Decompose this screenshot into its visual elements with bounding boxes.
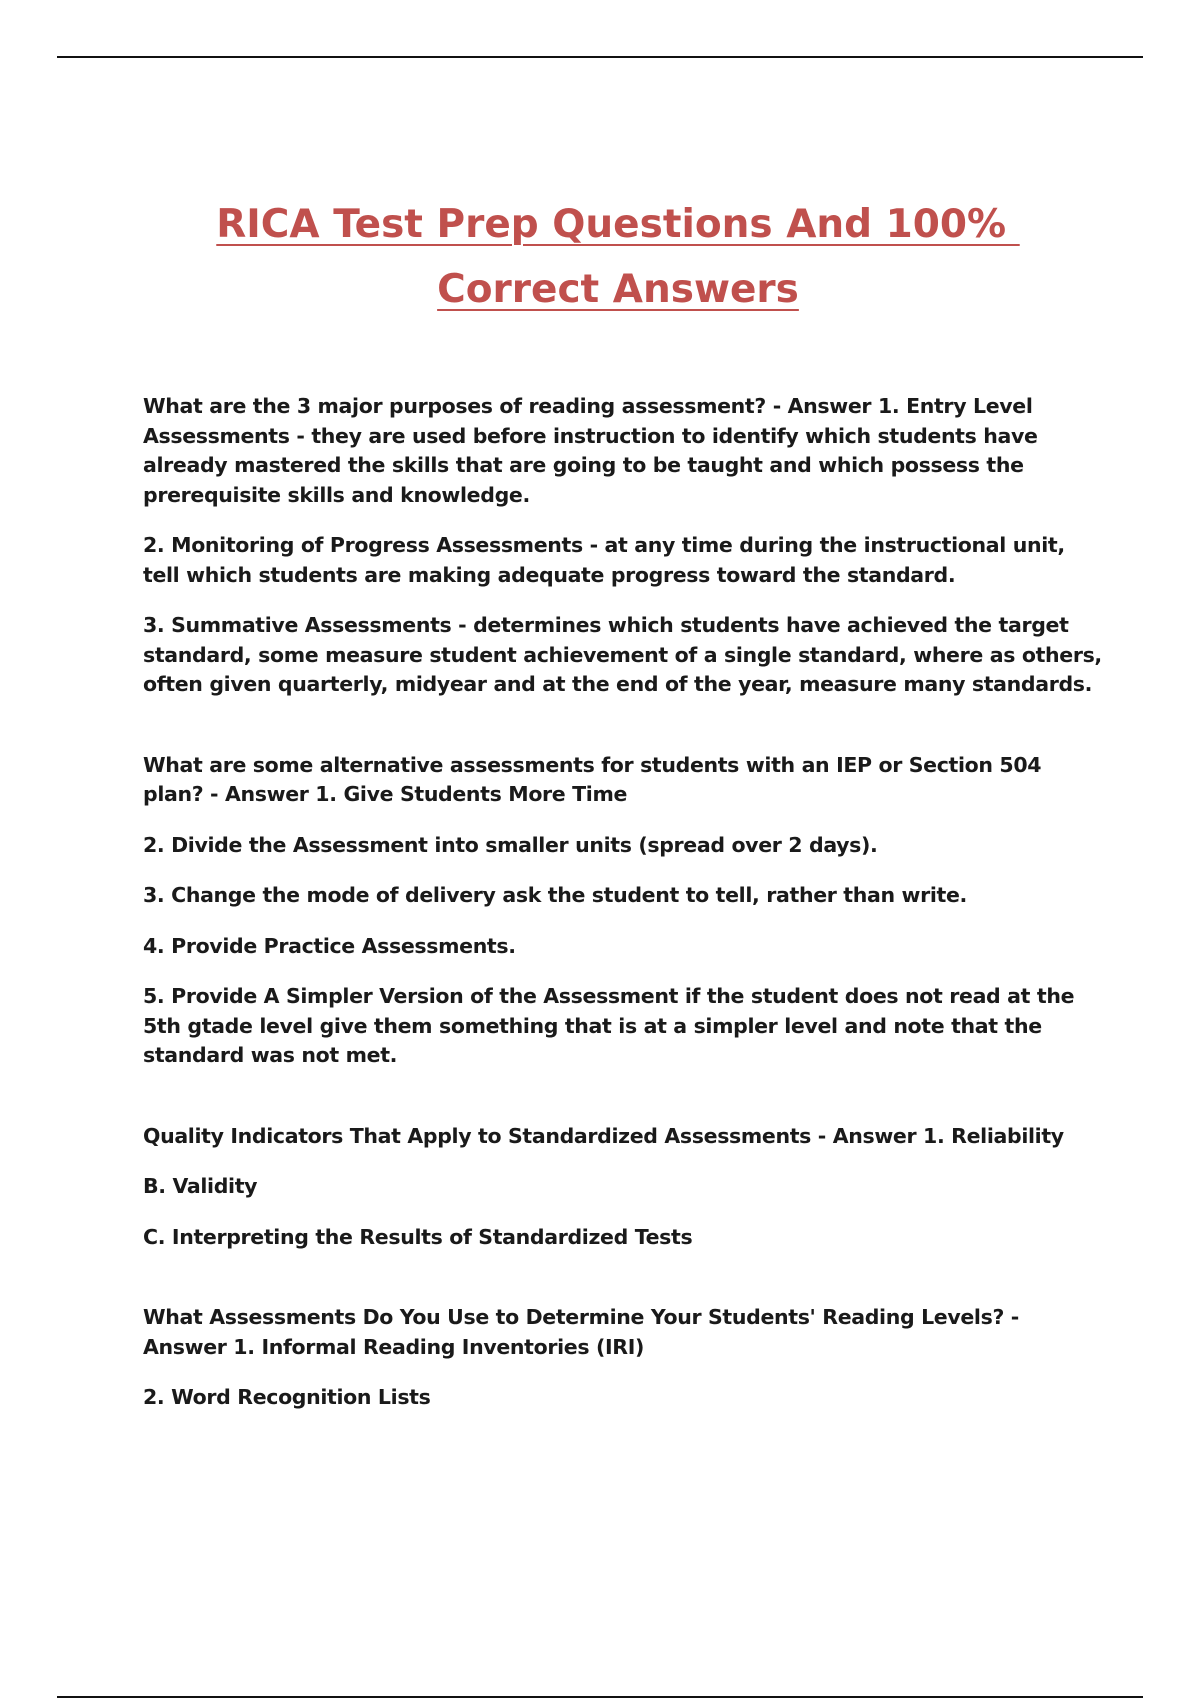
answer-paragraph: 4. Provide Practice Assessments. (143, 933, 516, 958)
question-paragraph: Quality Indicators That Apply to Standardized Assessments - Answer 1. Reliability (143, 1123, 1064, 1148)
answer-paragraph: B. Validity (143, 1174, 258, 1198)
answer-paragraph: C. Interpreting the Results of Standardized Tests (143, 1224, 693, 1249)
question-paragraph: What are some alternative assessments for students with an IEP or Section 504 plan? - Answer 1. Give Students More Time (143, 752, 1042, 806)
bottom-rule (57, 1696, 1143, 1698)
answer-paragraph: 2. Word Recognition Lists (143, 1385, 431, 1409)
qa-group-reading-levels (143, 1303, 1103, 1413)
qa-group-alternative-assessments (143, 751, 1103, 1071)
top-rule (57, 56, 1143, 58)
answer-paragraph: 2. Monitoring of Progress Assessments - at any time during the instructional unit, tell which students are making adequate progress toward the standard. (143, 533, 1065, 587)
answer-paragraph: 5. Provide A Simpler Version of the Assessment if the student does not read at the 5th gtade level give them something that is at a simpler level and note that the standard was not met. (143, 984, 1075, 1067)
qa-group-reading-assessment-purposes (143, 392, 1103, 700)
question-paragraph: What Assessments Do You Use to Determine Your Students' Reading Levels? - Answer 1. Informal Reading Inventories (IRI) (143, 1305, 1019, 1359)
question-paragraph: What are the 3 major purposes of reading assessment? - Answer 1. Entry Level Assessments - they are used before instruction to identify which students have already mastered the skills that are going to be taught and which possess the prerequisite skills and knowledge. (143, 394, 1038, 507)
answer-paragraph: 2. Divide the Assessment into smaller units (spread over 2 days). (143, 832, 878, 857)
qa-group-quality-indicators (143, 1122, 1103, 1253)
title-line-1: RICA Test Prep Questions And 100% (216, 202, 1020, 247)
answer-paragraph: 3. Change the mode of delivery ask the student to tell, rather than write. (143, 883, 967, 907)
document-title (0, 192, 1200, 322)
answer-paragraph: 3. Summative Assessments - determines which students have achieved the target standard, some measure student achievement of a single standard, where as others, often given quarterly, midyear and at the end of the year, measure many standards. (143, 613, 1102, 696)
title-line-2: Correct Answers (437, 267, 799, 312)
document-body (143, 392, 1103, 1434)
